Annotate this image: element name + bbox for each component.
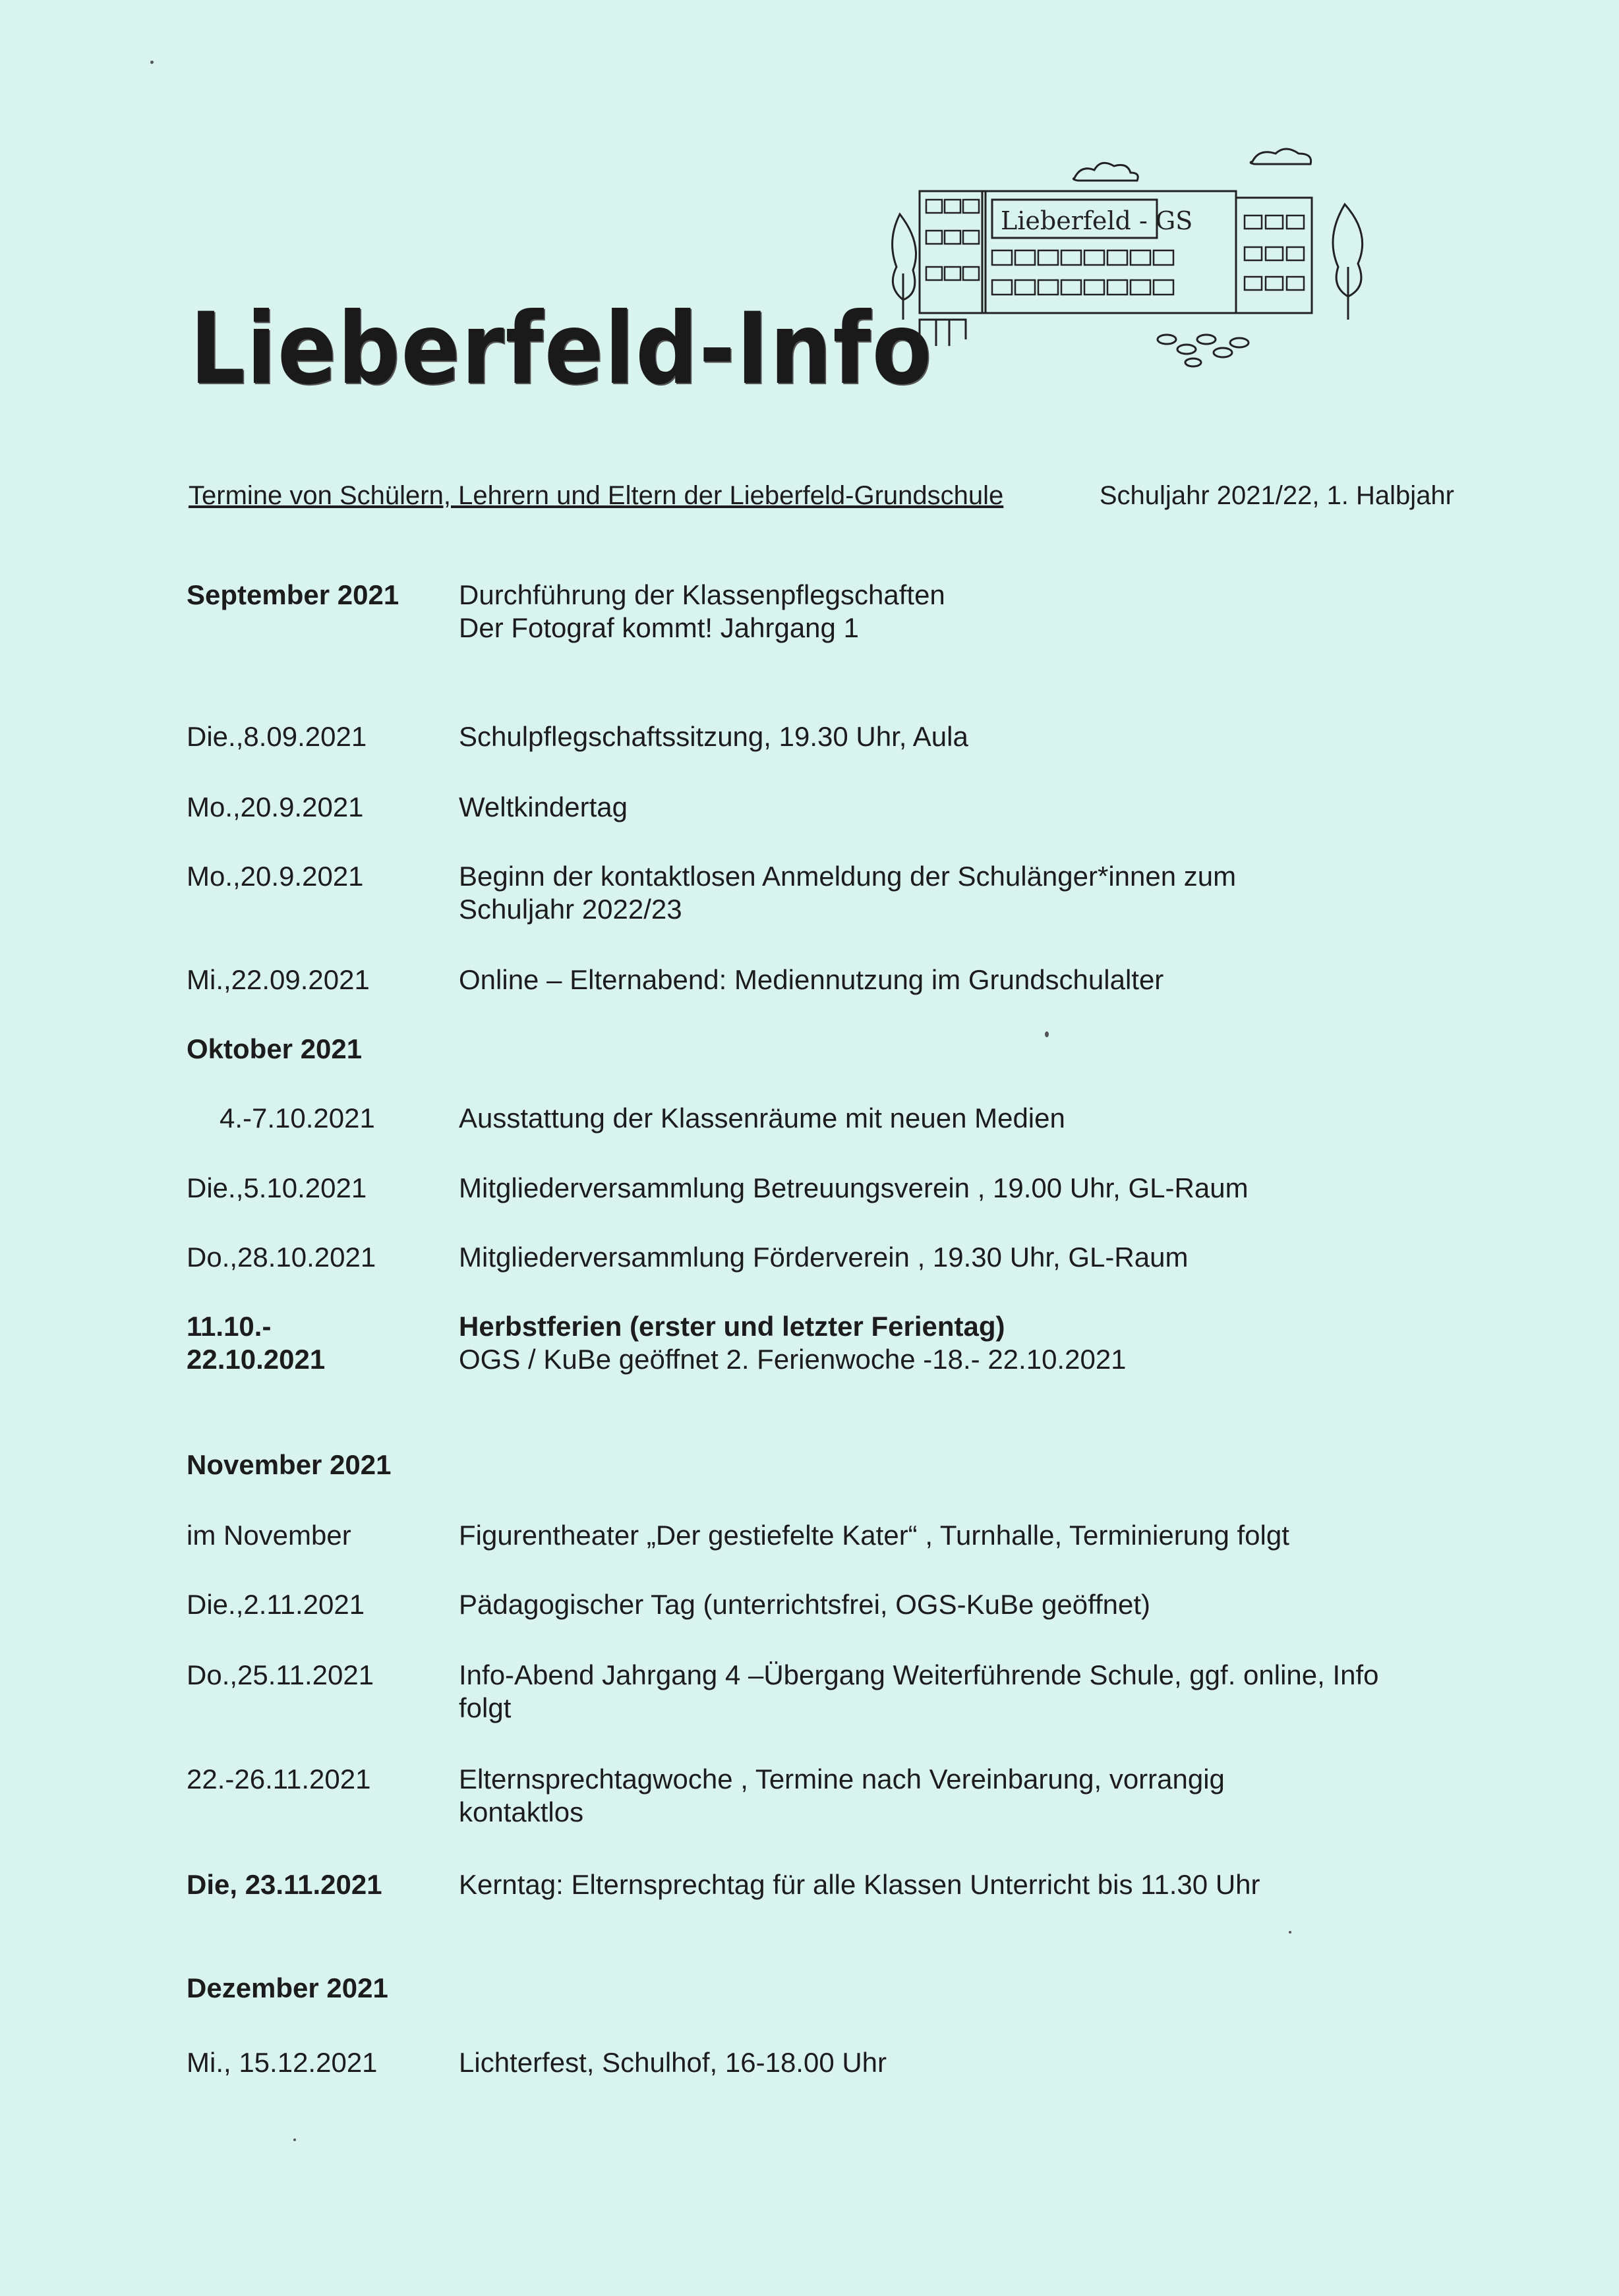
event-description (459, 579, 1487, 645)
scan-speck (150, 61, 154, 64)
event-date (187, 1310, 325, 1376)
event-description: Elternsprechtagwoche , Termine nach Vereinbarung, vorrangig kontaktlos (459, 1764, 1225, 1827)
month-heading: Dezember 2021 (187, 1972, 388, 2003)
event-date: Die.,2.11.2021 (187, 1589, 365, 1620)
event-line: Durchführung der Klassenpflegschaften (459, 579, 945, 610)
scan-speck (1289, 1931, 1291, 1934)
scan-speck (1045, 1031, 1049, 1037)
scan-speck (293, 2138, 296, 2141)
event-description: Beginn der kontaktlosen Anmeldung der Schulänger*innen zum Schuljahr 2022/23 (459, 861, 1237, 925)
event-description: Weltkindertag (459, 791, 628, 822)
event-line: Herbstferien (erster und letzter Ferientag) (459, 1311, 1005, 1342)
event-date: Die.,5.10.2021 (187, 1172, 367, 1203)
event-date: im November (187, 1520, 351, 1551)
event-date: Mi., 15.12.2021 (187, 2047, 378, 2078)
event-date: 4.-7.10.2021 (220, 1103, 375, 1134)
month-heading: September 2021 (187, 579, 399, 610)
event-date: Mo.,20.9.2021 (187, 861, 364, 892)
event-date: Mi.,22.09.2021 (187, 964, 370, 995)
event-date: Do.,28.10.2021 (187, 1242, 376, 1273)
event-line: OGS / KuBe geöffnet 2. Ferienwoche -18.- 22.10.2021 (459, 1344, 1127, 1375)
event-date: Mo.,20.9.2021 (187, 791, 364, 822)
event-description: Lichterfest, Schulhof, 16-18.00 Uhr (459, 2047, 887, 2078)
event-description: Info-Abend Jahrgang 4 –Übergang Weiterführende Schule, ggf. online, Info folgt (459, 1659, 1379, 1723)
logo-sign-text: Lieberfeld - GS (1001, 206, 1193, 235)
school-building-logo (883, 142, 1404, 399)
event-description: Kerntag: Elternsprechtag für alle Klassen Unterricht bis 11.30 Uhr (459, 1869, 1260, 1900)
event-date: Die, 23.11.2021 (187, 1869, 382, 1900)
event-description: Pädagogischer Tag (unterrichtsfrei, OGS-KuBe geöffnet) (459, 1589, 1151, 1620)
event-description: Mitgliederversammlung Betreuungsverein , 19.00 Uhr, GL-Raum (459, 1172, 1249, 1203)
event-date: Do.,25.11.2021 (187, 1659, 374, 1690)
event-date-start: 11.10.- (187, 1311, 272, 1342)
page-title: Lieberfeld-Info (190, 292, 933, 407)
event-line: Der Fotograf kommt! Jahrgang 1 (459, 612, 859, 643)
document-subtitle (189, 480, 1454, 511)
subtitle-text: Termine von Schülern, Lehrern und Eltern der Lieberfeld-Grundschule (189, 481, 1004, 510)
month-heading: November 2021 (187, 1449, 392, 1480)
event-description: Mitgliederversammlung Förderverein , 19.30 Uhr, GL-Raum (459, 1242, 1189, 1273)
event-date-end: 22.10.2021 (187, 1344, 326, 1375)
event-description: Ausstattung der Klassenräume mit neuen Medien (459, 1103, 1065, 1134)
school-year: Schuljahr 2021/22, 1. Halbjahr (1099, 481, 1454, 510)
event-description (459, 1310, 1487, 1376)
event-date: 22.-26.11.2021 (187, 1764, 371, 1794)
event-description: Figurentheater „Der gestiefelte Kater“ , Turnhalle, Terminierung folgt (459, 1520, 1289, 1551)
event-description: Schulpflegschaftssitzung, 19.30 Uhr, Aula (459, 721, 968, 752)
month-heading: Oktober 2021 (187, 1033, 363, 1064)
event-description: Online – Elternabend: Mediennutzung im Grundschulalter (459, 964, 1164, 995)
event-date: Die.,8.09.2021 (187, 721, 367, 752)
